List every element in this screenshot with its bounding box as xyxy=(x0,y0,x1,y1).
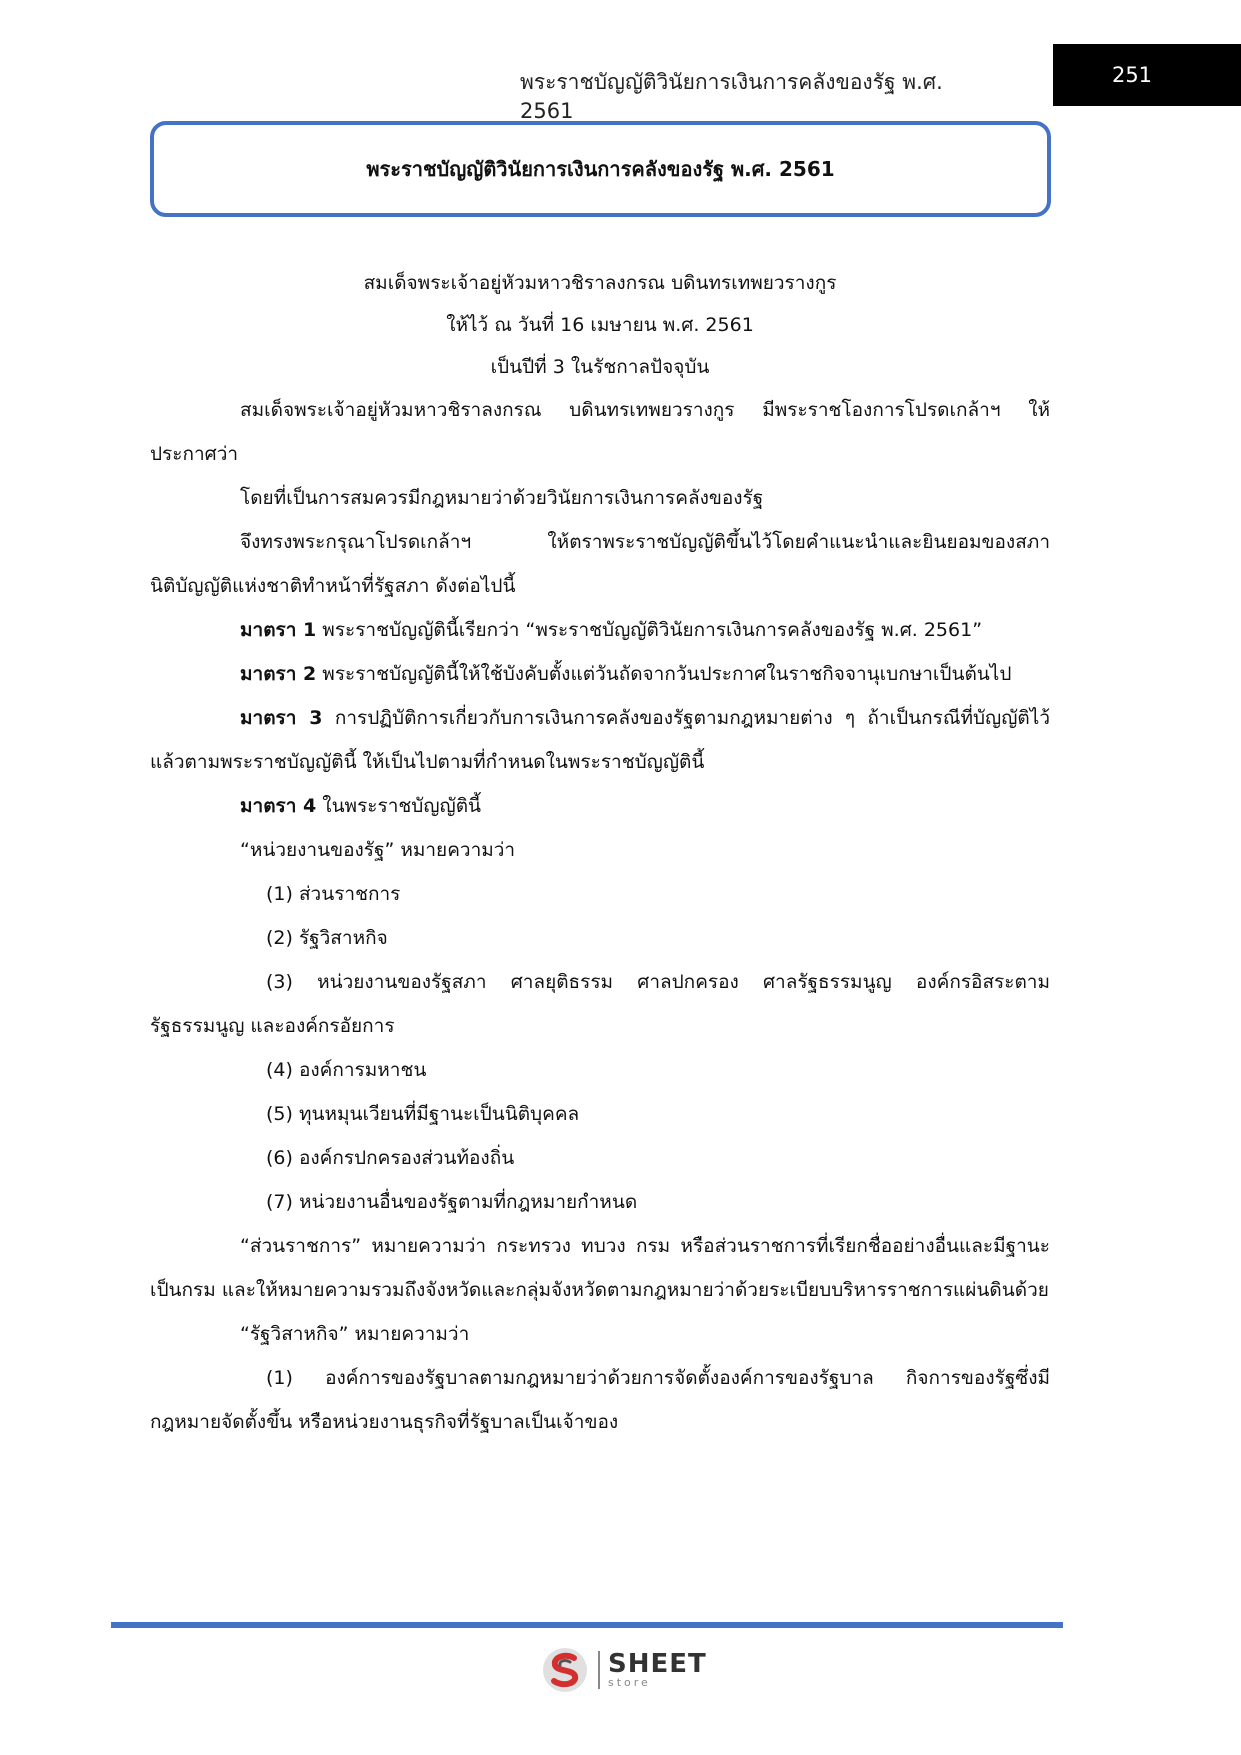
footer-rule xyxy=(111,1622,1063,1628)
logo-text xyxy=(598,1651,707,1689)
paragraph-proclamation: สมเด็จพระเจ้าอยู่หัวมหาวชิราลงกรณ บดินทรเทพยวรางกูร มีพระราชโองการโปรดเกล้าฯ ให้ประกาศว่า xyxy=(150,399,1050,465)
agency-item: (6) องค์กรปกครองส่วนท้องถิ่น xyxy=(266,1147,515,1169)
paragraph-reason: โดยที่เป็นการสมควรมีกฎหมายว่าด้วยวินัยการเงินการคลังของรัฐ xyxy=(240,487,764,509)
section-3 xyxy=(150,696,1050,784)
section-1-text: พระราชบัญญัตินี้เรียกว่า “พระราชบัญญัติวินัยการเงินการคลังของรัฐ พ.ศ. 2561” xyxy=(316,619,983,641)
section-3-text: การปฏิบัติการเกี่ยวกับการเงินการคลังของรัฐตามกฎหมายต่าง ๆ ถ้าเป็นกรณีที่บัญญัติไว้แล้วตามพระราชบัญญัตินี้ ให้เป็นไปตามที่กำหนดในพระราชบัญญัตินี้ xyxy=(150,707,1050,773)
agency-item: (5) ทุนหมุนเวียนที่มีฐานะเป็นนิติบุคคล xyxy=(266,1103,580,1125)
page-number: 251 xyxy=(1111,63,1153,87)
section-4-label: มาตรา 4 xyxy=(240,795,317,817)
page-number-badge xyxy=(1053,44,1241,106)
logo-sub-text: store xyxy=(608,1676,651,1689)
title-box xyxy=(150,121,1051,217)
document-body xyxy=(150,262,1050,1444)
section-4-text: ในพระราชบัญญัตินี้ xyxy=(316,795,482,817)
section-4 xyxy=(150,784,1050,828)
logo-main-text: SHEET xyxy=(608,1649,707,1679)
preamble-line-2: ให้ไว้ ณ วันที่ 16 เมษายน พ.ศ. 2561 xyxy=(446,314,754,336)
preamble-line-3: เป็นปีที่ 3 ในรัชกาลปัจจุบัน xyxy=(490,356,710,378)
section-2-label: มาตรา 2 xyxy=(240,663,317,685)
running-header-title: พระราชบัญญัติวินัยการเงินการคลังของรัฐ พ.ศ. 2561 xyxy=(520,70,943,123)
agency-item: (7) หน่วยงานอื่นของรัฐตามที่กฎหมายกำหนด xyxy=(266,1191,638,1213)
section-3-label: มาตรา 3 xyxy=(240,707,323,729)
section-2-text: พระราชบัญญัตินี้ให้ใช้บังคับตั้งแต่วันถัดจากวันประกาศในราชกิจจานุเบกษาเป็นต้นไป xyxy=(316,663,1012,685)
section-1-label: มาตรา 1 xyxy=(240,619,317,641)
section-1 xyxy=(150,608,1050,652)
agency-item: (1) ส่วนราชการ xyxy=(266,883,401,905)
agency-item: (4) องค์การมหาชน xyxy=(266,1059,427,1081)
agency-item: (3) หน่วยงานของรัฐสภา ศาลยุติธรรม ศาลปกครอง ศาลรัฐธรรมนูญ องค์กรอิสระตามรัฐธรรมนูญ และองค์กรอัยการ xyxy=(150,971,1050,1037)
soe-item: (1) องค์การของรัฐบาลตามกฎหมายว่าด้วยการจัดตั้งองค์การของรัฐบาล กิจการของรัฐซึ่งมีกฎหมายจัดตั้งขึ้น หรือหน่วยงานธุรกิจที่รัฐบาลเป็นเจ้าของ xyxy=(150,1367,1050,1433)
footer-logo xyxy=(540,1645,707,1695)
section-2 xyxy=(150,652,1050,696)
definition-agency-heading: “หน่วยงานของรัฐ” หมายความว่า xyxy=(240,839,516,861)
document-title: พระราชบัญญัติวินัยการเงินการคลังของรัฐ พ.ศ. 2561 xyxy=(366,157,835,181)
paragraph-enactment: จึงทรงพระกรุณาโปรดเกล้าฯ ให้ตราพระราชบัญญัติขึ้นไว้โดยคำแนะนำและยินยอมของสภานิติบัญญัติแห่งชาติทำหน้าที่รัฐสภา ดังต่อไปนี้ xyxy=(150,531,1050,597)
definition-soe-heading: “รัฐวิสาหกิจ” หมายความว่า xyxy=(240,1323,470,1345)
preamble-line-1: สมเด็จพระเจ้าอยู่หัวมหาวชิราลงกรณ บดินทรเทพยวรางกูร xyxy=(363,272,837,294)
agency-item: (2) รัฐวิสาหกิจ xyxy=(266,927,388,949)
sheet-store-logo-icon xyxy=(540,1645,590,1695)
definition-govt-agency: “ส่วนราชการ” หมายความว่า กระทรวง ทบวง กรม หรือส่วนราชการที่เรียกชื่ออย่างอื่นและมีฐานะเป็นกรม และให้หมายความรวมถึงจังหวัดและกลุ่มจังหวัดตามกฎหมายว่าด้วยระเบียบบริหารราชการแผ่นดินด้วย xyxy=(150,1235,1050,1301)
